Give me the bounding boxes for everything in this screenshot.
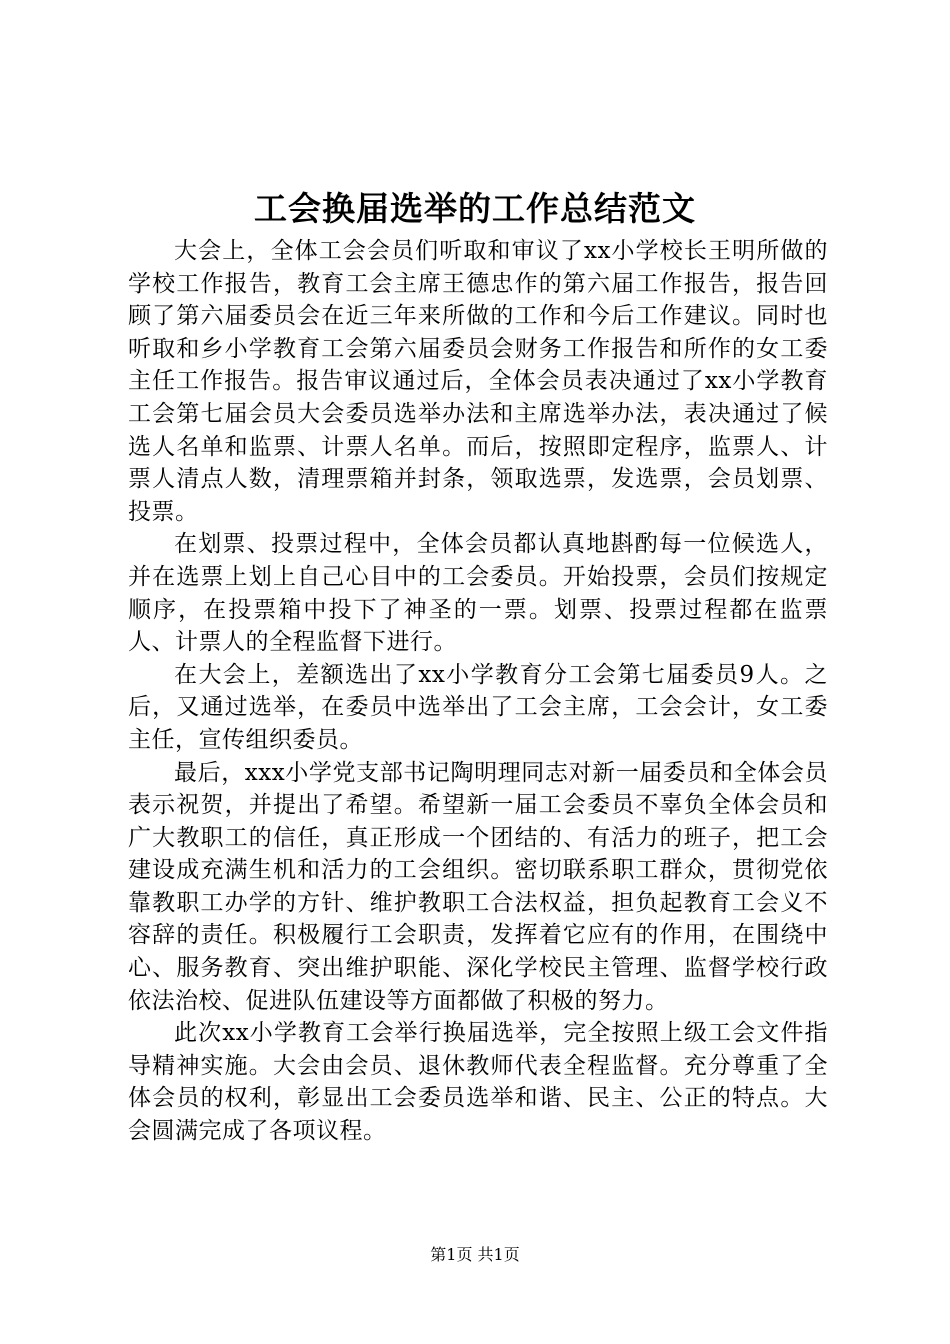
page-footer: 第1页 共1页 [430,1245,520,1264]
paragraph-5: 此次xx小学教育工会举行换届选举，完全按照上级工会文件指导精神实施。大会由会员、退休教师代表全程监督。充分尊重了全体会员的权利，彰显出工会委员选举和谐、民主、公正的特点。大会圆满完成了各项议程。 [128,1020,828,1145]
document-body [128,235,828,1148]
paragraph-1: 大会上，全体工会会员们听取和审议了xx小学校长王明所做的学校工作报告，教育工会主席王德忠作的第六届工作报告，报告回顾了第六届委员会在近三年来所做的工作和今后工作建议。同时也听取和乡小学教育工会第六届委员会财务工作报告和所作的女工委主任工作报告。报告审议通过后，全体会员表决通过了xx小学教育工会第七届会员大会委员选举办法和主席选举办法，表决通过了候选人名单和监票、计票人名单。而后，按照即定程序，监票人、计票人清点人数，清理票箱并封条，领取选票，发选票，会员划票、投票。 [128,238,828,525]
paragraph-4: 最后，xxx小学党支部书记陶明理同志对新一届委员和全体会员表示祝贺，并提出了希望。希望新一届工会委员不辜负全体会员和广大教职工的信任，真正形成一个团结的、有活力的班子，把工会建设成充满生机和活力的工会组织。密切联系职工群众，贯彻党依靠教职工办学的方针、维护教职工合法权益，担负起教育工会义不容辞的责任。积极履行工会职责，发挥着它应有的作用，在围绕中心、服务教育、突出维护职能、深化学校民主管理、监督学校行政依法治校、促进队伍建设等方面都做了积极的努力。 [128,759,828,1014]
paragraph-2: 在划票、投票过程中，全体会员都认真地斟酌每一位候选人，并在选票上划上自己心目中的工会委员。开始投票，会员们按规定顺序，在投票箱中投下了神圣的一票。划票、投票过程都在监票人、计票人的全程监督下进行。 [128,531,828,656]
paragraph-3: 在大会上，差额选出了xx小学教育分工会第七届委员9人。之后，又通过选举，在委员中选举出了工会主席，工会会计，女工委主任，宣传组织委员。 [128,661,828,753]
document-title: 工会换届选举的工作总结范文 [254,189,696,228]
